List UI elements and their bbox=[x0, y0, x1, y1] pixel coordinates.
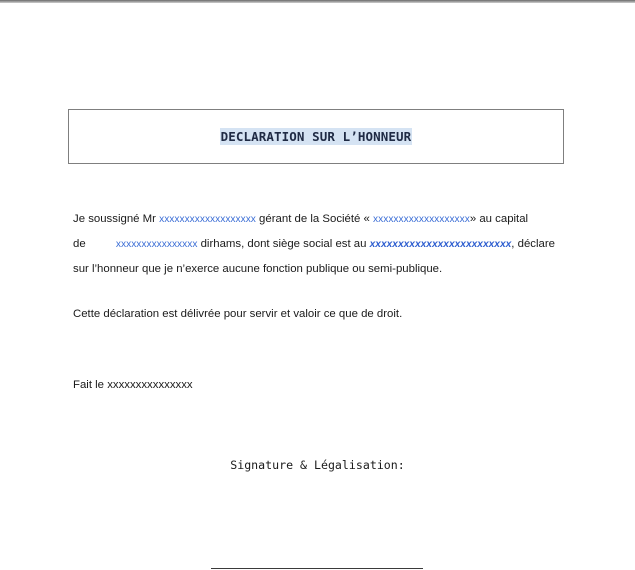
date-prefix: Fait le bbox=[73, 379, 108, 391]
validity-statement: Cette déclaration est délivrée pour servir et valoir ce que de droit. bbox=[73, 308, 403, 320]
paragraph-line-3: sur l’honneur que je n’exerce aucune fonction publique ou semi-publique. bbox=[73, 263, 443, 275]
line2-suffix: , déclare bbox=[511, 238, 555, 250]
line1-middle: gérant de la Société « bbox=[255, 213, 374, 225]
capital-placeholder[interactable]: xxxxxxxxxxxxxxxx bbox=[115, 239, 198, 250]
line2-rest bbox=[116, 232, 555, 257]
signature-label: Signature & Légalisation: bbox=[230, 458, 405, 472]
paragraph-line-2 bbox=[73, 232, 555, 257]
paragraph-line-1 bbox=[73, 207, 555, 232]
company-placeholder[interactable]: xxxxxxxxxxxxxxxxxxx bbox=[373, 214, 470, 225]
line2-prefix: de bbox=[73, 238, 86, 250]
line2-middle: dirhams, dont siège social est au bbox=[197, 238, 370, 250]
signature-line bbox=[211, 568, 423, 569]
line1-suffix: » au capital bbox=[469, 213, 529, 225]
page-top-edge bbox=[0, 0, 635, 3]
name-placeholder[interactable]: xxxxxxxxxxxxxxxxxxx bbox=[159, 214, 256, 225]
address-placeholder[interactable]: xxxxxxxxxxxxxxxxxxxxxxxxx bbox=[369, 239, 512, 250]
date-line bbox=[73, 373, 555, 397]
line1-prefix: Je soussigné Mr bbox=[73, 213, 160, 225]
date-placeholder[interactable]: xxxxxxxxxxxxxxx bbox=[107, 379, 193, 391]
declaration-paragraph bbox=[73, 207, 555, 281]
document-title: DECLARATION SUR L’HONNEUR bbox=[220, 129, 412, 144]
title-box bbox=[68, 109, 564, 164]
